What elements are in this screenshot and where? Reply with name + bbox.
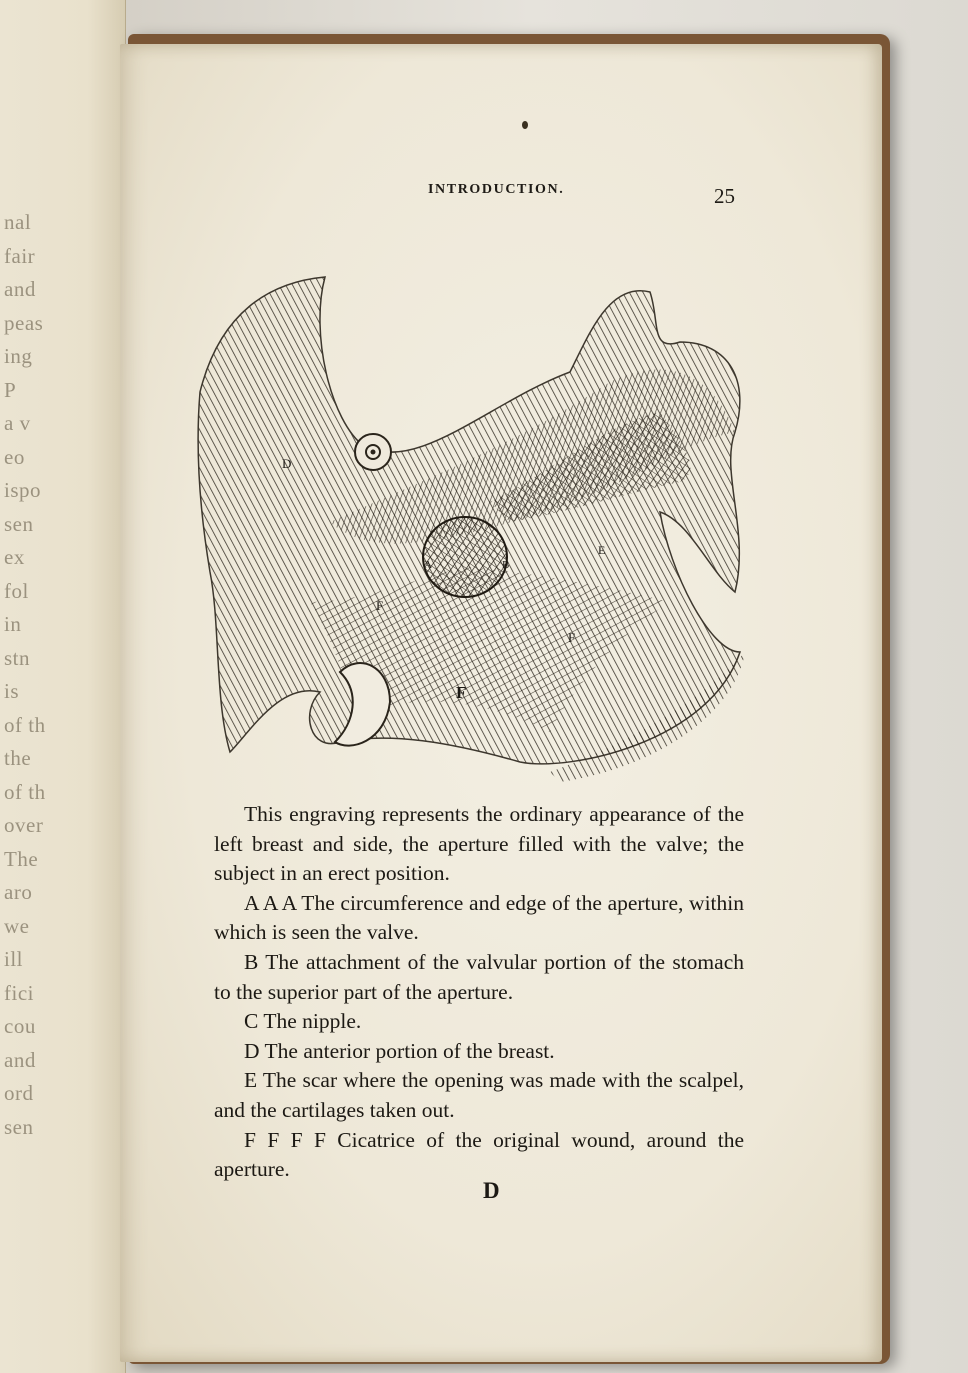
left-page-line: in — [4, 612, 22, 636]
left-page-line: of th — [4, 712, 46, 737]
left-page-line: ill — [4, 947, 24, 971]
left-page-line: P — [4, 377, 17, 402]
left-page-line: and — [4, 1047, 36, 1072]
left-page-line: ord — [4, 1081, 34, 1105]
left-page-line: over — [4, 813, 44, 837]
left-page-line: and — [4, 277, 36, 301]
left-page-line: fol — [4, 578, 29, 603]
left-page-line: is — [4, 679, 20, 703]
caption-item-c: C The nipple. — [244, 1009, 362, 1034]
left-page-line: stn — [4, 645, 31, 670]
left-page-line: aro — [4, 880, 33, 904]
label-f1: F — [376, 598, 384, 613]
ink-spot — [522, 121, 528, 129]
nipple-mark — [355, 434, 391, 470]
left-page-line: peas — [4, 310, 44, 335]
left-page-line: sen — [4, 511, 34, 536]
label-a: A — [424, 559, 432, 571]
left-page-line: ex — [4, 545, 25, 569]
left-page — [0, 0, 126, 1373]
page-number: 25 — [714, 184, 735, 208]
left-page-line: The — [4, 846, 39, 871]
running-head: INTRODUCTION. — [428, 182, 565, 197]
left-page-line: fair — [4, 243, 36, 268]
caption-item-b: B The attachment of the valvular portion of the stomach to the superior part of the aperture. — [214, 949, 744, 1004]
left-page-line: the — [4, 746, 32, 770]
anatomical-engraving — [190, 272, 760, 792]
left-page-line: a v — [4, 411, 31, 435]
left-page-line: ing — [4, 344, 33, 368]
caption-item-f: F F F F Cicatrice of the original wound, around the aperture. — [214, 1127, 744, 1182]
label-b: B — [502, 559, 510, 571]
left-page-line: ispo — [4, 478, 42, 502]
left-page-line: sen — [4, 1114, 34, 1139]
signature-mark: D — [483, 1178, 500, 1203]
left-page-line: eo — [4, 444, 25, 469]
left-page-line: fici — [4, 980, 34, 1005]
left-page-line: we — [4, 913, 30, 938]
label-f3: F — [456, 683, 467, 702]
left-page-line: cou — [4, 1014, 36, 1038]
label-d: D — [282, 456, 292, 471]
caption-item-a: A A A The circumference and edge of the aperture, within which is seen the valve. — [214, 890, 744, 945]
label-e: E — [598, 543, 606, 557]
aperture-valve — [423, 517, 510, 597]
label-f2: F — [568, 630, 576, 645]
caption-item-d: D The anterior portion of the breast. — [244, 1038, 555, 1063]
left-page-line: of th — [4, 779, 46, 804]
figure-caption — [214, 800, 744, 1185]
caption-intro: This engraving represents the ordinary appearance of the left breast and side, the aperture filled with the valve; the subject in an erect position. — [214, 802, 744, 886]
left-page-line: nal — [4, 210, 32, 234]
caption-item-e: E The scar where the opening was made with the scalpel, and the cartilages taken out. — [214, 1068, 744, 1122]
